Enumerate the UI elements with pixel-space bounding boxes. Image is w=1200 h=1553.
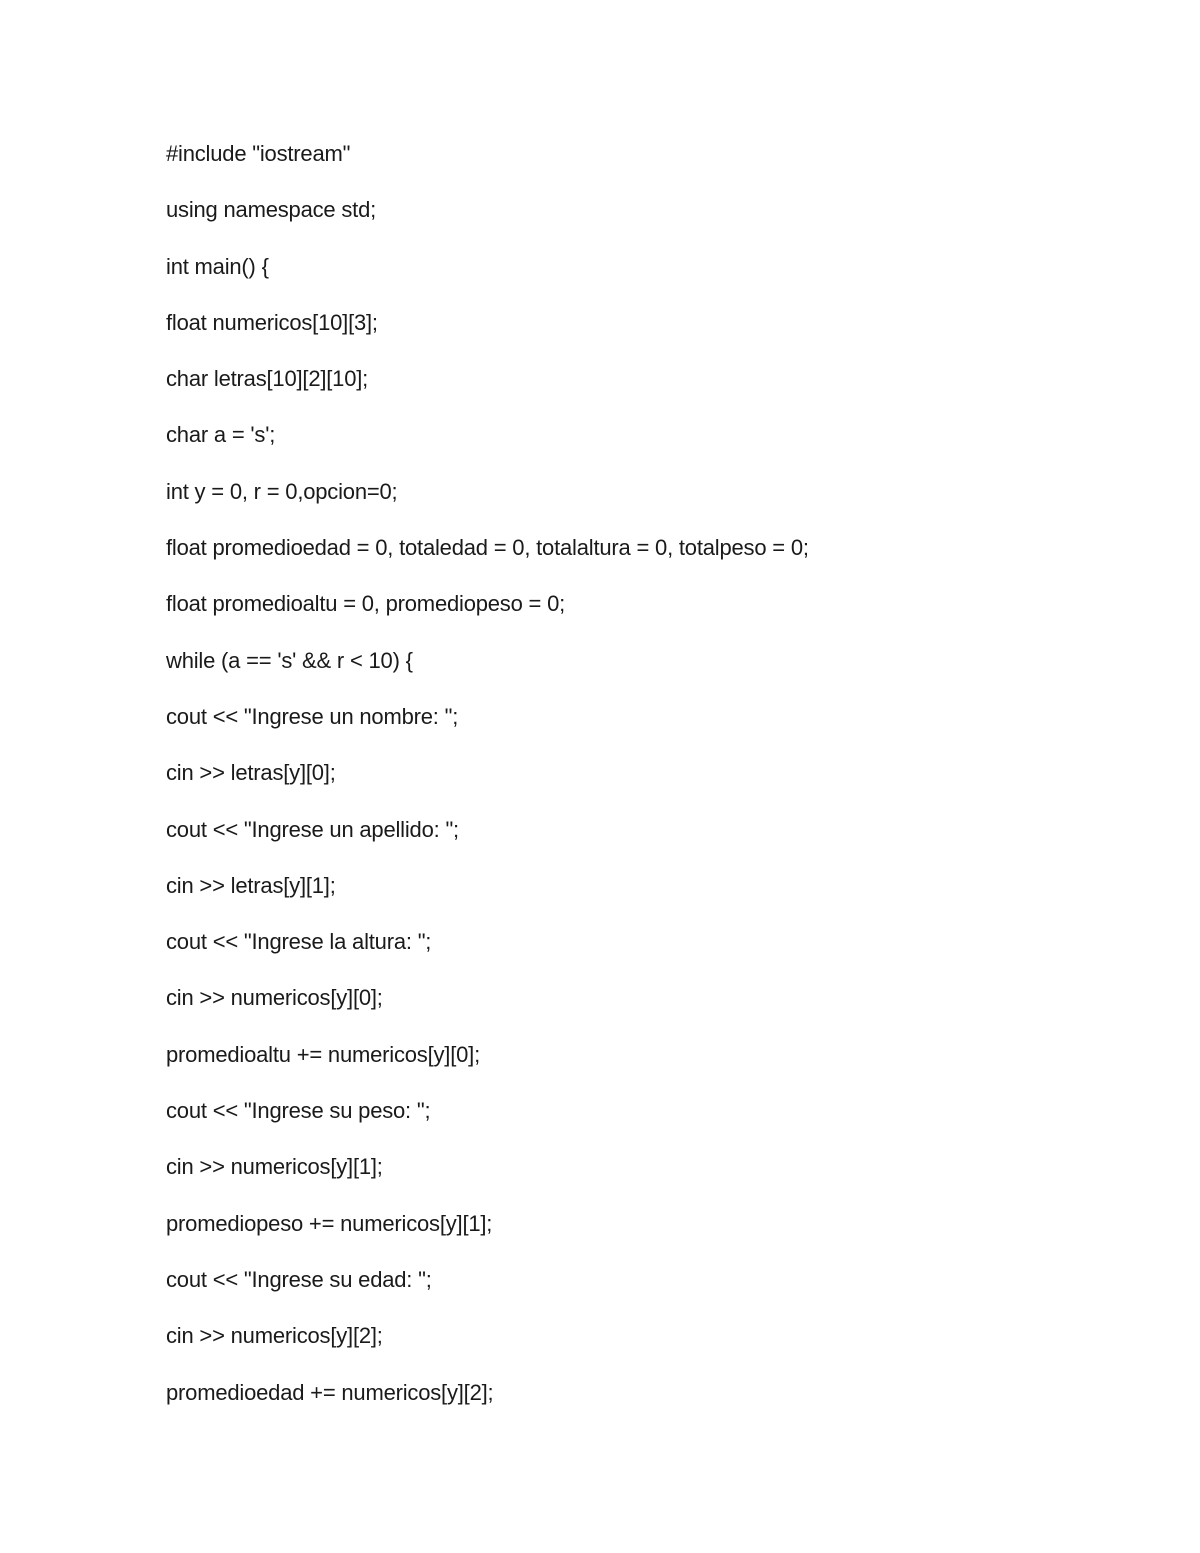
code-line: char a = 's'; (166, 422, 276, 448)
code-line: int main() { (166, 253, 269, 279)
code-line: float numericos[10][3]; (166, 309, 378, 335)
code-line: float promedioedad = 0, totaledad = 0, totalaltura = 0, totalpeso = 0; (166, 535, 809, 561)
code-line: cout << "Ingrese un nombre: "; (166, 703, 459, 729)
code-line: cout << "Ingrese su peso: "; (166, 1098, 431, 1124)
code-line: cin >> numericos[y][2]; (166, 1323, 383, 1349)
code-line: float promedioaltu = 0, promediopeso = 0; (166, 591, 566, 617)
code-line: char letras[10][2][10]; (166, 366, 369, 392)
code-line: cout << "Ingrese su edad: "; (166, 1266, 432, 1292)
code-line: cin >> letras[y][1]; (166, 872, 336, 898)
code-listing (166, 136, 809, 1431)
code-line: promediopeso += numericos[y][1]; (166, 1210, 493, 1236)
code-line: promedioedad += numericos[y][2]; (166, 1379, 494, 1405)
code-line: cin >> numericos[y][1]; (166, 1154, 383, 1180)
code-line: cin >> numericos[y][0]; (166, 985, 383, 1011)
code-line: #include "iostream" (166, 141, 351, 166)
code-line: while (a == 's' && r < 10) { (166, 647, 413, 673)
code-line: int y = 0, r = 0,opcion=0; (166, 478, 398, 504)
code-line: cout << "Ingrese un apellido: "; (166, 816, 459, 842)
code-line: using namespace std; (166, 197, 377, 223)
code-line: cout << "Ingrese la altura: "; (166, 929, 432, 955)
code-line: cin >> letras[y][0]; (166, 760, 336, 786)
code-line: promedioaltu += numericos[y][0]; (166, 1041, 480, 1067)
